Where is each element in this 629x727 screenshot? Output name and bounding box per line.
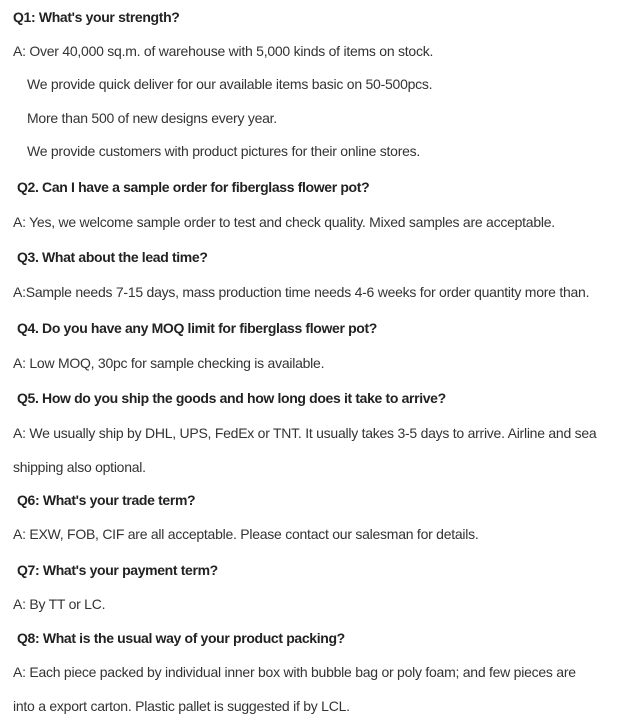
faq-question-2: Q2. Can I have a sample order for fiberglass flower pot? (17, 179, 370, 195)
faq-answer-7: A: By TT or LC. (13, 596, 106, 612)
faq-question-4: Q4. Do you have any MOQ limit for fiberglass flower pot? (17, 320, 378, 336)
faq-answer-6: A: EXW, FOB, CIF are all acceptable. Please contact our salesman for details. (13, 526, 479, 542)
faq-answer-1-line-4: We provide customers with product pictures for their online stores. (27, 143, 421, 159)
faq-answer-1: A: Over 40,000 sq.m. of warehouse with 5,000 kinds of items on stock. (13, 43, 434, 59)
faq-answer-5-line-2: shipping also optional. (13, 459, 146, 475)
faq-question-3: Q3. What about the lead time? (17, 249, 208, 265)
faq-question-1: Q1: What's your strength? (13, 9, 180, 25)
faq-answer-4: A: Low MOQ, 30pc for sample checking is available. (13, 355, 325, 371)
faq-answer-1-line-3: More than 500 of new designs every year. (27, 110, 277, 126)
faq-question-8: Q8: What is the usual way of your product packing? (17, 630, 345, 646)
faq-answer-8-line-2: into a export carton. Plastic pallet is suggested if by LCL. (13, 698, 350, 714)
faq-question-7: Q7: What's your payment term? (17, 562, 218, 578)
faq-question-6: Q6: What's your trade term? (17, 492, 196, 508)
faq-answer-2: A: Yes, we welcome sample order to test and check quality. Mixed samples are acceptable. (13, 214, 555, 230)
faq-answer-5: A: We usually ship by DHL, UPS, FedEx or TNT. It usually takes 3-5 days to arrive. Airline and sea (13, 425, 597, 441)
faq-answer-1-line-2: We provide quick deliver for our available items basic on 50-500pcs. (27, 76, 433, 92)
faq-question-5: Q5. How do you ship the goods and how long does it take to arrive? (17, 390, 446, 406)
faq-answer-8: A: Each piece packed by individual inner box with bubble bag or poly foam; and few pieces are (13, 664, 576, 680)
faq-answer-3: A:Sample needs 7-15 days, mass production time needs 4-6 weeks for order quantity more than. (13, 284, 590, 300)
